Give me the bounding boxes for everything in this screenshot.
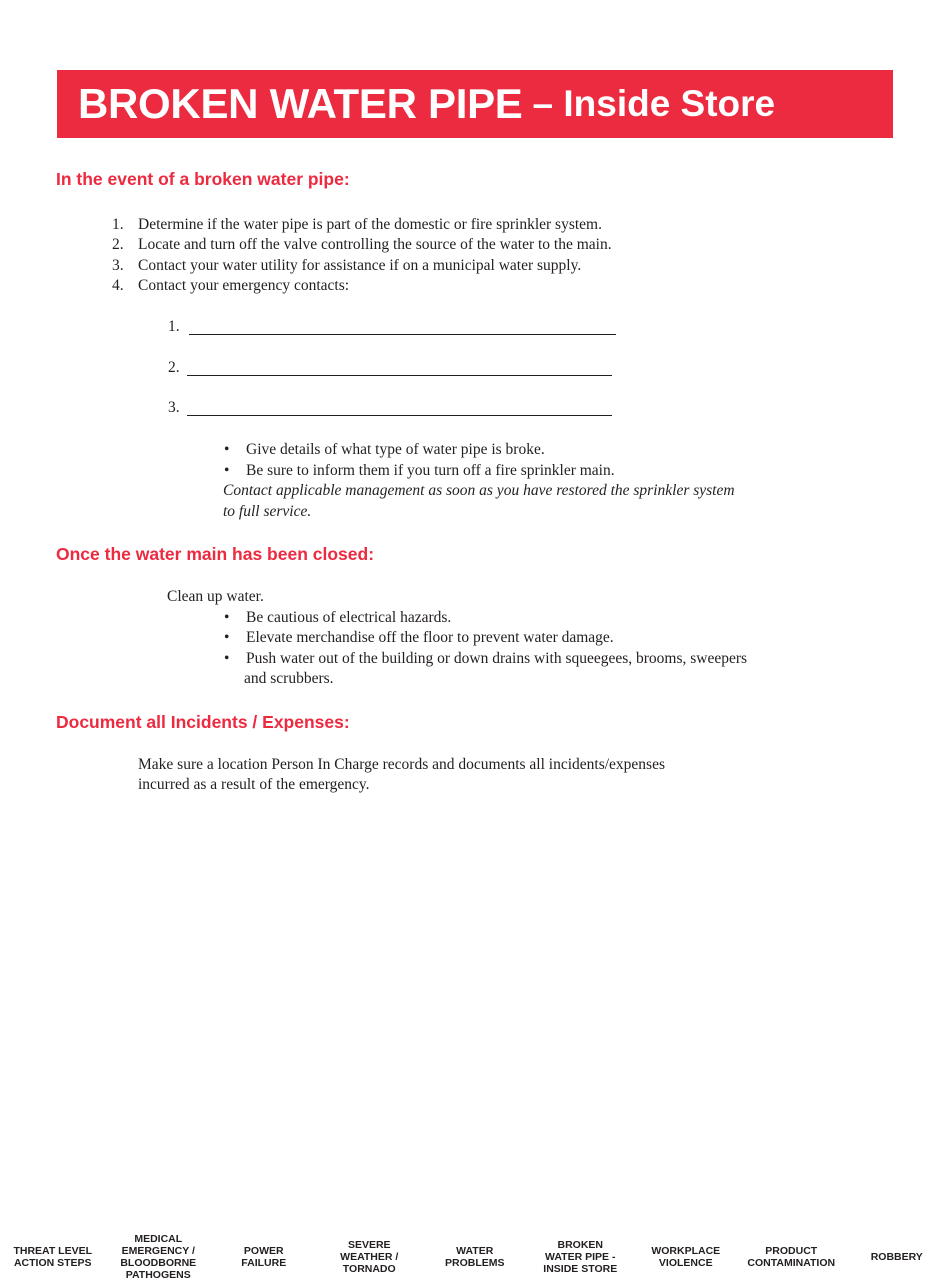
tab-product-contamination[interactable]: PRODUCT CONTAMINATION — [747, 1245, 836, 1269]
cleanup-intro: Clean up water. — [167, 588, 264, 605]
document-text-line-1: Make sure a location Person In Charge records and documents all incidents/expenses — [138, 756, 665, 773]
contact-field-3[interactable] — [187, 415, 612, 416]
section-heading-main-closed: Once the water main has been closed: — [56, 544, 375, 564]
tab-broken-water-pipe[interactable]: BROKEN WATER PIPE - INSIDE STORE — [543, 1239, 618, 1275]
tab-water-problems[interactable]: WATER PROBLEMS — [444, 1245, 505, 1269]
section-heading-document: Document all Incidents / Expenses: — [56, 712, 350, 732]
bullet-icon: • — [224, 609, 230, 626]
footer-tabs — [0, 1228, 950, 1286]
tab-threat-level[interactable]: THREAT LEVEL ACTION STEPS — [13, 1245, 93, 1269]
tab-workplace-violence[interactable]: WORKPLACE VIOLENCE — [651, 1245, 721, 1269]
bullet-icon: • — [224, 441, 230, 458]
title-banner — [57, 70, 893, 138]
list-item-continuation: and scrubbers. — [244, 670, 334, 687]
document-text-line-2: incurred as a result of the emergency. — [138, 776, 370, 793]
page-subtitle: – Inside Store — [532, 83, 776, 124]
section-heading-broken-pipe: In the event of a broken water pipe: — [56, 169, 350, 189]
bullet-icon: • — [224, 629, 230, 646]
contact-field-1[interactable] — [189, 334, 616, 335]
bullet-icon: • — [224, 650, 230, 667]
sprinkler-note-line-1: Contact applicable management as soon as you have restored the sprinkler system — [223, 482, 735, 499]
page-title: BROKEN WATER PIPE — [78, 80, 523, 127]
sprinkler-note-line-2: to full service. — [223, 503, 312, 520]
tab-robbery[interactable]: ROBBERY — [870, 1251, 923, 1263]
tab-severe-weather[interactable]: SEVERE WEATHER / TORNADO — [340, 1239, 399, 1275]
tab-medical-emergency[interactable]: MEDICAL EMERGENCY / BLOODBORNE PATHOGENS — [120, 1233, 197, 1281]
bullet-icon: • — [224, 462, 230, 479]
tab-power-failure[interactable]: POWER FAILURE — [241, 1245, 287, 1269]
contact-field-2[interactable] — [187, 375, 612, 376]
